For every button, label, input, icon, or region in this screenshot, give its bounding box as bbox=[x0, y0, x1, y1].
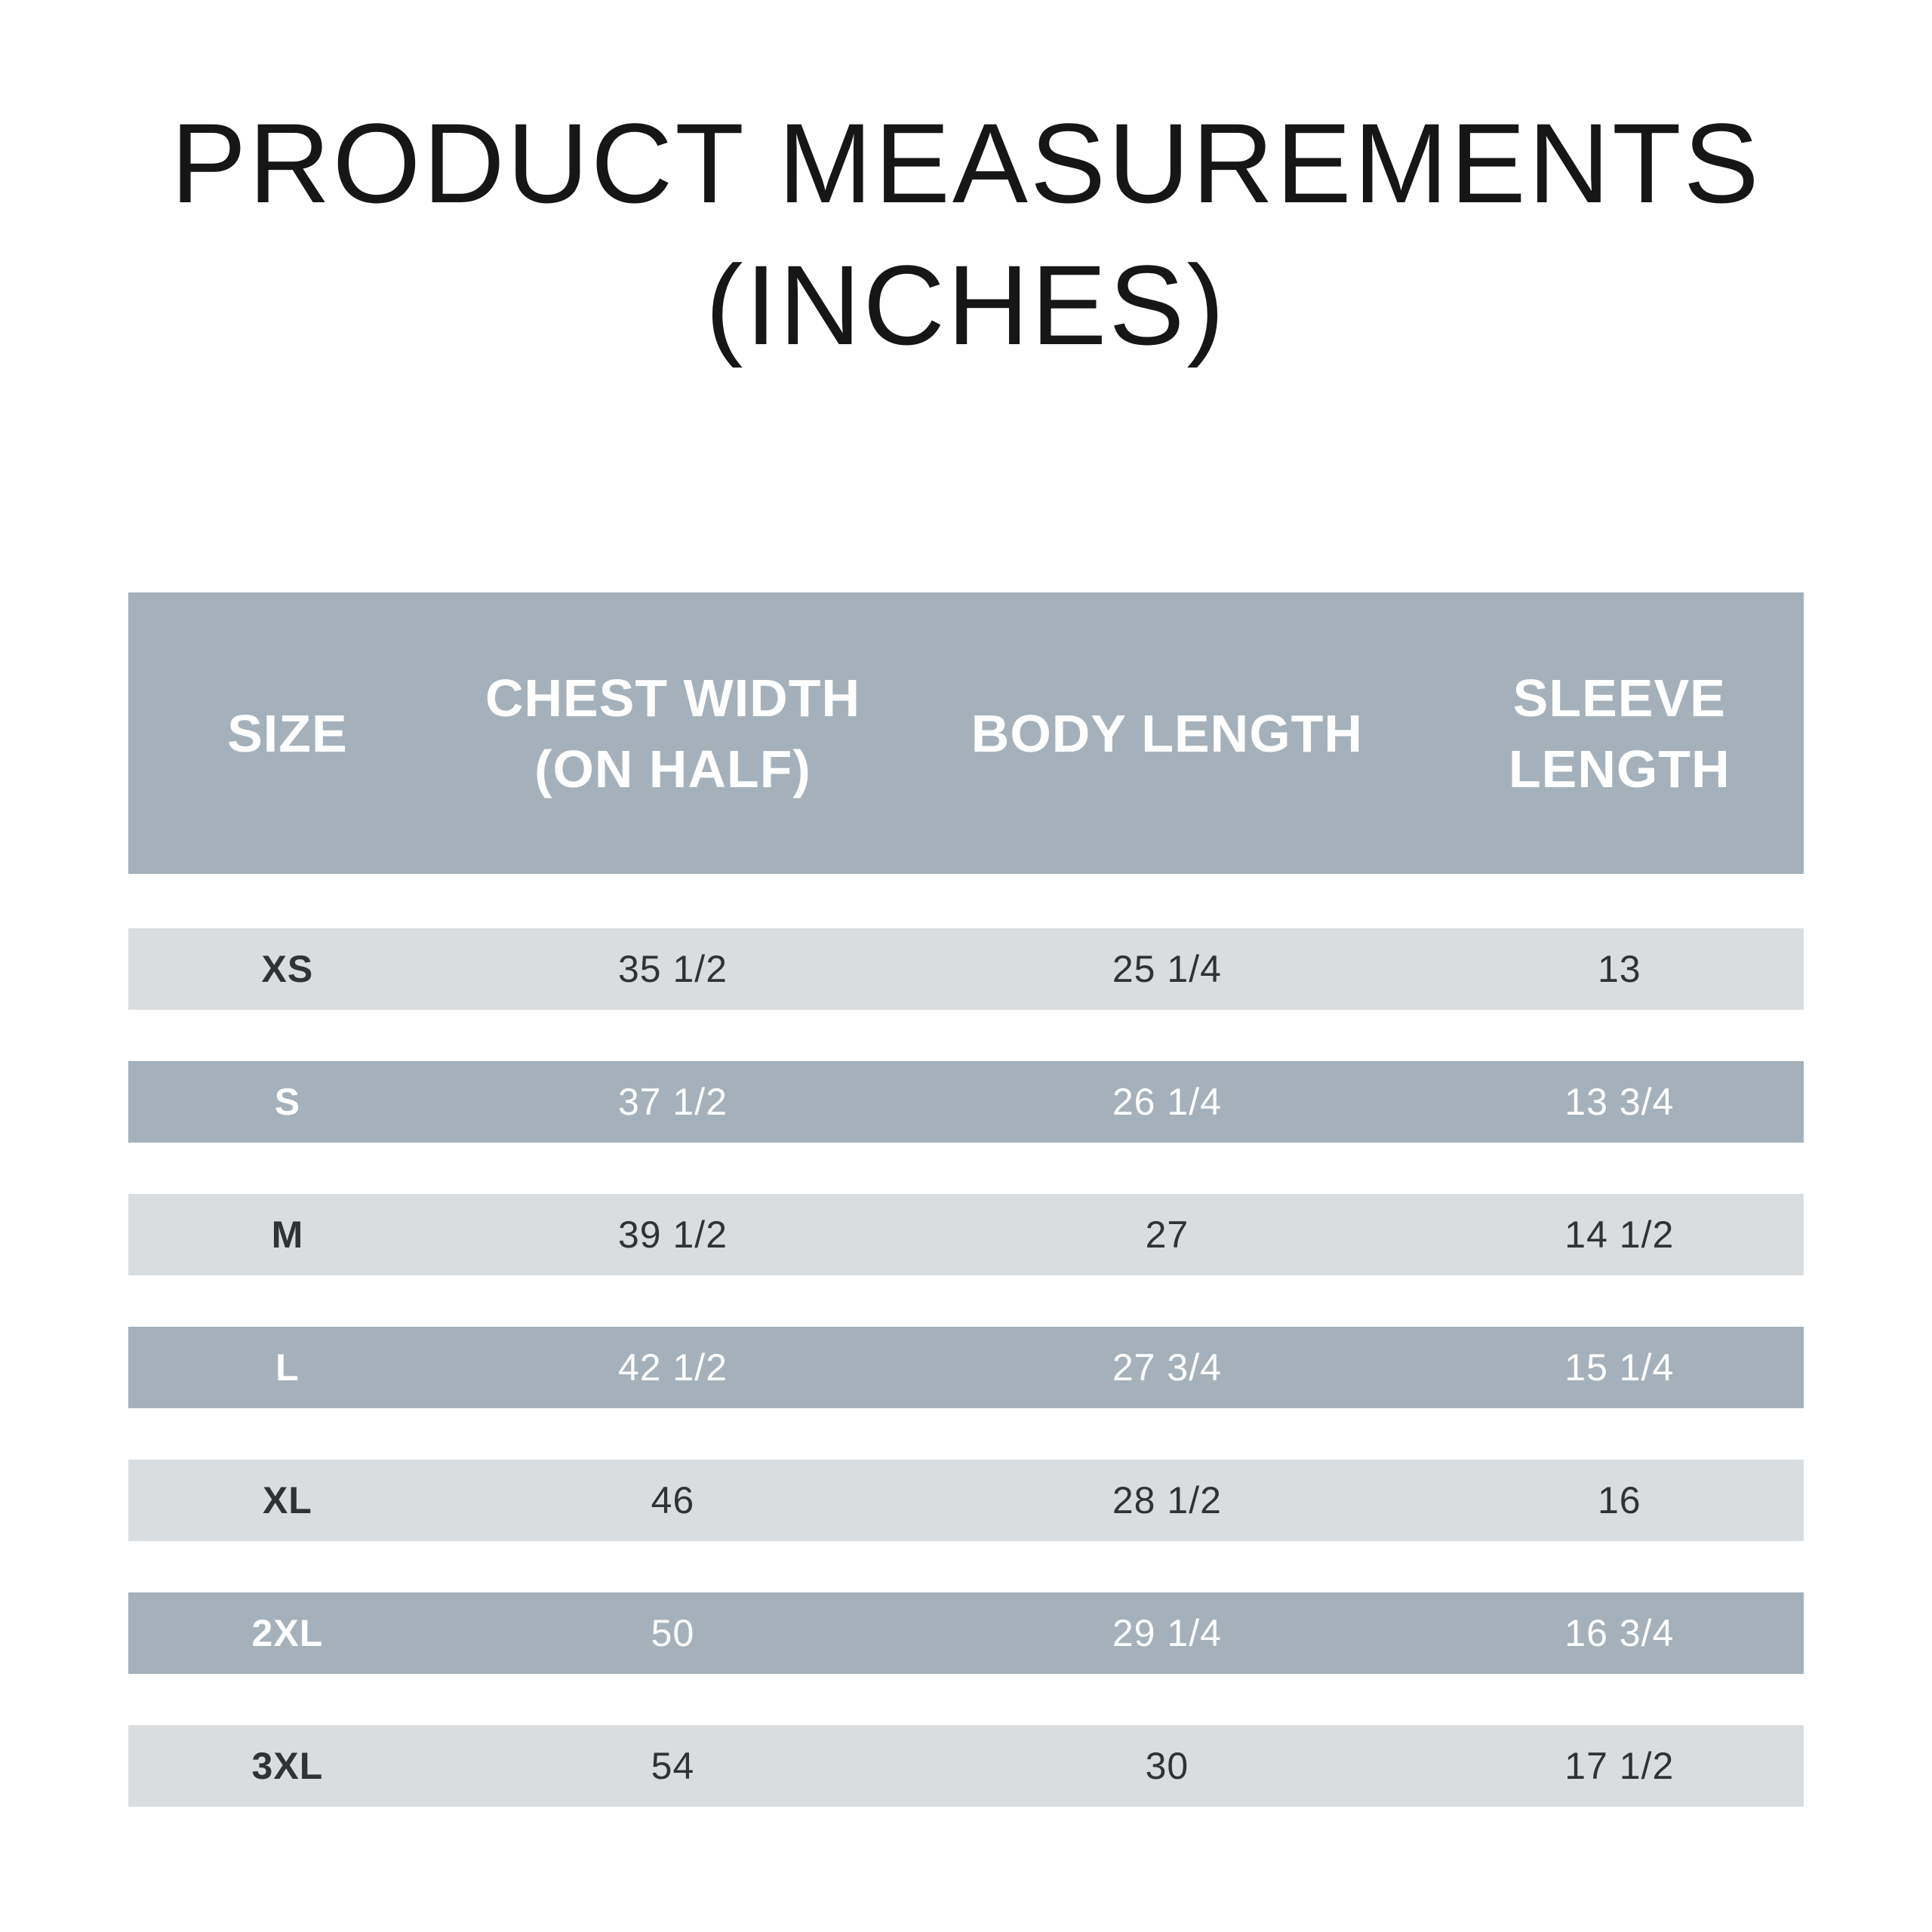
table-row-m bbox=[128, 1194, 1804, 1275]
cell-chest-width: 50 bbox=[651, 1612, 695, 1654]
column-header-body-length bbox=[899, 698, 1435, 769]
column-header-sleeve-length-line1: SLEEVE bbox=[1512, 668, 1726, 728]
cell-sleeve-length: 14 1/2 bbox=[1564, 1214, 1675, 1256]
cell-body-length: 28 1/2 bbox=[1112, 1479, 1222, 1521]
cell-chest-width: 46 bbox=[651, 1479, 695, 1521]
cell-size: M bbox=[271, 1214, 304, 1256]
page-title-line1: PRODUCT MEASUREMENTS bbox=[171, 100, 1761, 226]
column-header-size-label: SIZE bbox=[227, 703, 348, 763]
cell-chest-width: 42 1/2 bbox=[617, 1346, 728, 1389]
table-row-3xl bbox=[128, 1725, 1804, 1807]
cell-sleeve-length: 17 1/2 bbox=[1564, 1745, 1675, 1787]
column-header-chest-width-line1: CHEST WIDTH bbox=[485, 668, 861, 728]
table-row-l bbox=[128, 1327, 1804, 1408]
table-row-xl bbox=[128, 1460, 1804, 1541]
cell-body-length: 27 bbox=[1145, 1214, 1189, 1256]
cell-body-length: 25 1/4 bbox=[1112, 948, 1222, 990]
column-header-chest-width-line2: (ON HALF) bbox=[534, 739, 811, 798]
cell-sleeve-length: 16 bbox=[1597, 1479, 1641, 1521]
table-row-2xl bbox=[128, 1592, 1804, 1674]
cell-body-length: 26 1/4 bbox=[1112, 1081, 1222, 1123]
column-header-sleeve-length bbox=[1435, 663, 1804, 804]
cell-chest-width: 37 1/2 bbox=[617, 1081, 728, 1123]
column-header-sleeve-length-line2: LENGTH bbox=[1508, 739, 1730, 798]
cell-body-length: 30 bbox=[1145, 1745, 1189, 1787]
column-header-body-length-label: BODY LENGTH bbox=[971, 703, 1363, 763]
cell-size: L bbox=[275, 1346, 300, 1389]
cell-size: S bbox=[274, 1081, 301, 1123]
cell-size: XL bbox=[262, 1479, 312, 1521]
table-header-row bbox=[128, 592, 1804, 874]
cell-size: XS bbox=[261, 948, 314, 990]
page-title bbox=[0, 92, 1932, 376]
cell-chest-width: 54 bbox=[651, 1745, 695, 1787]
column-header-size bbox=[128, 698, 447, 769]
measurements-table bbox=[128, 592, 1804, 1807]
cell-size: 3XL bbox=[251, 1745, 324, 1787]
cell-body-length: 27 3/4 bbox=[1112, 1346, 1222, 1389]
cell-chest-width: 39 1/2 bbox=[617, 1214, 728, 1256]
cell-sleeve-length: 15 1/4 bbox=[1564, 1346, 1675, 1389]
cell-sleeve-length: 13 3/4 bbox=[1564, 1081, 1675, 1123]
cell-chest-width: 35 1/2 bbox=[617, 948, 728, 990]
cell-sleeve-length: 16 3/4 bbox=[1564, 1612, 1675, 1654]
cell-body-length: 29 1/4 bbox=[1112, 1612, 1222, 1654]
column-header-chest-width bbox=[447, 663, 899, 804]
cell-size: 2XL bbox=[251, 1612, 324, 1654]
table-row-xs bbox=[128, 928, 1804, 1010]
page-title-line2: (INCHES) bbox=[705, 242, 1227, 368]
cell-sleeve-length: 13 bbox=[1597, 948, 1641, 990]
table-row-s bbox=[128, 1061, 1804, 1143]
